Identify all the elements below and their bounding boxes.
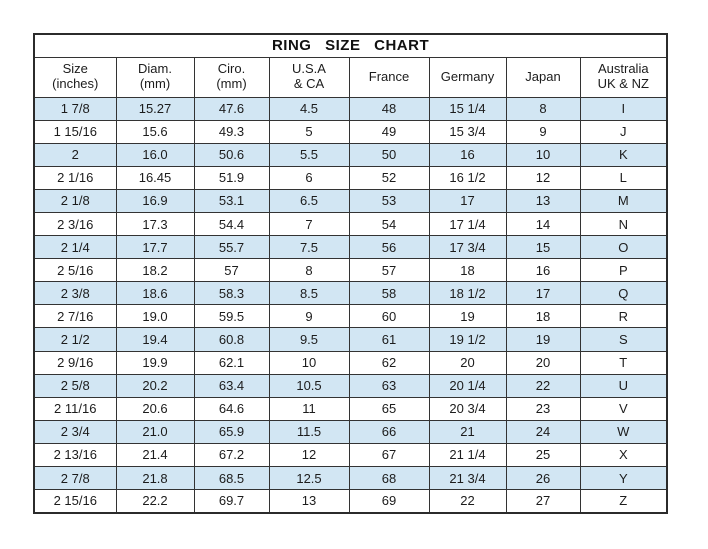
cell-size-inches: 2 7/8	[34, 467, 116, 490]
cell-size-inches: 2 1/4	[34, 236, 116, 259]
cell-circumference-mm: 50.6	[194, 143, 269, 166]
cell-germany: 20 3/4	[429, 397, 506, 420]
cell-size-inches: 2 3/8	[34, 282, 116, 305]
cell-usa-ca: 6	[269, 166, 349, 189]
cell-size-inches: 2 7/16	[34, 305, 116, 328]
cell-usa-ca: 13	[269, 490, 349, 513]
cell-germany: 21 1/4	[429, 443, 506, 466]
cell-germany: 18	[429, 259, 506, 282]
cell-japan: 10	[506, 143, 580, 166]
cell-size-inches: 2 5/16	[34, 259, 116, 282]
column-header-germany-line1: Germany	[440, 68, 495, 84]
cell-france: 65	[349, 397, 429, 420]
cell-size-inches: 2 9/16	[34, 351, 116, 374]
column-header-diameter-line2: (mm)	[139, 76, 171, 91]
cell-size-inches: 2 1/8	[34, 189, 116, 212]
cell-diameter-mm: 20.6	[116, 397, 194, 420]
cell-australia-uk-nz: K	[580, 143, 667, 166]
cell-france: 49	[349, 120, 429, 143]
cell-france: 63	[349, 374, 429, 397]
column-header-japan-line1: Japan	[525, 68, 561, 84]
cell-australia-uk-nz: M	[580, 189, 667, 212]
cell-germany: 19 1/2	[429, 328, 506, 351]
cell-france: 50	[349, 143, 429, 166]
cell-diameter-mm: 21.0	[116, 420, 194, 443]
cell-japan: 15	[506, 236, 580, 259]
cell-size-inches: 2 11/16	[34, 397, 116, 420]
column-header-diameter	[116, 57, 194, 97]
cell-diameter-mm: 18.2	[116, 259, 194, 282]
cell-size-inches: 2 5/8	[34, 374, 116, 397]
cell-circumference-mm: 47.6	[194, 97, 269, 120]
cell-france: 66	[349, 420, 429, 443]
cell-germany: 15 1/4	[429, 97, 506, 120]
cell-australia-uk-nz: R	[580, 305, 667, 328]
table-row	[34, 189, 667, 212]
table-row	[34, 143, 667, 166]
cell-diameter-mm: 16.9	[116, 189, 194, 212]
cell-diameter-mm: 17.7	[116, 236, 194, 259]
cell-circumference-mm: 64.6	[194, 397, 269, 420]
cell-germany: 17 3/4	[429, 236, 506, 259]
cell-usa-ca: 11	[269, 397, 349, 420]
table-row	[34, 397, 667, 420]
table-row	[34, 259, 667, 282]
ring-size-chart-table	[33, 33, 668, 514]
cell-japan: 23	[506, 397, 580, 420]
cell-germany: 15 3/4	[429, 120, 506, 143]
column-header-france-line1: France	[368, 68, 410, 84]
cell-diameter-mm: 15.6	[116, 120, 194, 143]
cell-france: 60	[349, 305, 429, 328]
table-row	[34, 351, 667, 374]
cell-japan: 18	[506, 305, 580, 328]
cell-usa-ca: 12	[269, 443, 349, 466]
cell-france: 62	[349, 351, 429, 374]
table-row	[34, 97, 667, 120]
cell-australia-uk-nz: Z	[580, 490, 667, 513]
cell-france: 57	[349, 259, 429, 282]
column-header-size	[34, 57, 116, 97]
cell-circumference-mm: 57	[194, 259, 269, 282]
cell-diameter-mm: 16.0	[116, 143, 194, 166]
column-header-usa-ca	[269, 57, 349, 97]
column-header-usa-ca-line2: & CA	[293, 76, 325, 91]
cell-japan: 9	[506, 120, 580, 143]
cell-germany: 16 1/2	[429, 166, 506, 189]
cell-circumference-mm: 60.8	[194, 328, 269, 351]
cell-france: 61	[349, 328, 429, 351]
cell-france: 58	[349, 282, 429, 305]
cell-diameter-mm: 21.4	[116, 443, 194, 466]
cell-diameter-mm: 19.9	[116, 351, 194, 374]
cell-australia-uk-nz: J	[580, 120, 667, 143]
cell-circumference-mm: 51.9	[194, 166, 269, 189]
cell-circumference-mm: 54.4	[194, 212, 269, 235]
cell-usa-ca: 8.5	[269, 282, 349, 305]
table-row	[34, 467, 667, 490]
cell-germany: 21	[429, 420, 506, 443]
column-header-france	[349, 57, 429, 97]
cell-japan: 20	[506, 351, 580, 374]
cell-france: 52	[349, 166, 429, 189]
column-header-australia-uk-nz	[580, 57, 667, 97]
cell-japan: 12	[506, 166, 580, 189]
cell-france: 68	[349, 467, 429, 490]
cell-germany: 20	[429, 351, 506, 374]
cell-circumference-mm: 58.3	[194, 282, 269, 305]
cell-australia-uk-nz: O	[580, 236, 667, 259]
cell-japan: 27	[506, 490, 580, 513]
table-row	[34, 236, 667, 259]
cell-australia-uk-nz: S	[580, 328, 667, 351]
cell-usa-ca: 10	[269, 351, 349, 374]
cell-diameter-mm: 18.6	[116, 282, 194, 305]
column-header-australia-uk-nz-line2: UK & NZ	[597, 76, 649, 91]
cell-circumference-mm: 63.4	[194, 374, 269, 397]
column-header-australia-uk-nz-line1: Australia	[597, 61, 649, 77]
cell-france: 53	[349, 189, 429, 212]
cell-japan: 22	[506, 374, 580, 397]
cell-diameter-mm: 22.2	[116, 490, 194, 513]
table-row	[34, 420, 667, 443]
ring-size-chart	[33, 33, 668, 514]
cell-circumference-mm: 65.9	[194, 420, 269, 443]
cell-usa-ca: 7.5	[269, 236, 349, 259]
cell-size-inches: 2 1/2	[34, 328, 116, 351]
cell-size-inches: 2 3/16	[34, 212, 116, 235]
table-row	[34, 490, 667, 513]
cell-size-inches: 1 7/8	[34, 97, 116, 120]
chart-title: RING SIZE CHART	[34, 34, 667, 57]
cell-australia-uk-nz: X	[580, 443, 667, 466]
column-header-size-line2: (inches)	[52, 76, 99, 91]
cell-size-inches: 2 13/16	[34, 443, 116, 466]
table-row	[34, 212, 667, 235]
table-row	[34, 166, 667, 189]
column-header-diameter-line1: Diam.	[138, 61, 172, 77]
cell-size-inches: 2 3/4	[34, 420, 116, 443]
cell-japan: 25	[506, 443, 580, 466]
cell-circumference-mm: 68.5	[194, 467, 269, 490]
cell-australia-uk-nz: V	[580, 397, 667, 420]
cell-australia-uk-nz: I	[580, 97, 667, 120]
cell-japan: 14	[506, 212, 580, 235]
cell-japan: 13	[506, 189, 580, 212]
cell-germany: 18 1/2	[429, 282, 506, 305]
cell-circumference-mm: 67.2	[194, 443, 269, 466]
cell-usa-ca: 4.5	[269, 97, 349, 120]
cell-usa-ca: 10.5	[269, 374, 349, 397]
cell-diameter-mm: 20.2	[116, 374, 194, 397]
cell-germany: 17	[429, 189, 506, 212]
cell-size-inches: 2 15/16	[34, 490, 116, 513]
cell-france: 48	[349, 97, 429, 120]
column-header-row	[34, 57, 667, 97]
table-row	[34, 443, 667, 466]
cell-australia-uk-nz: N	[580, 212, 667, 235]
table-row	[34, 305, 667, 328]
cell-diameter-mm: 15.27	[116, 97, 194, 120]
column-header-circumference	[194, 57, 269, 97]
table-row	[34, 120, 667, 143]
cell-usa-ca: 9.5	[269, 328, 349, 351]
cell-france: 67	[349, 443, 429, 466]
cell-usa-ca: 5	[269, 120, 349, 143]
cell-australia-uk-nz: Y	[580, 467, 667, 490]
cell-diameter-mm: 17.3	[116, 212, 194, 235]
cell-germany: 21 3/4	[429, 467, 506, 490]
table-row	[34, 374, 667, 397]
cell-japan: 16	[506, 259, 580, 282]
column-header-size-line1: Size	[62, 61, 88, 77]
column-header-circumference-line2: (mm)	[216, 76, 247, 91]
cell-size-inches: 2 1/16	[34, 166, 116, 189]
cell-diameter-mm: 19.0	[116, 305, 194, 328]
cell-australia-uk-nz: T	[580, 351, 667, 374]
table-row	[34, 282, 667, 305]
cell-usa-ca: 12.5	[269, 467, 349, 490]
cell-australia-uk-nz: L	[580, 166, 667, 189]
cell-circumference-mm: 69.7	[194, 490, 269, 513]
cell-circumference-mm: 55.7	[194, 236, 269, 259]
cell-germany: 16	[429, 143, 506, 166]
cell-diameter-mm: 21.8	[116, 467, 194, 490]
cell-australia-uk-nz: W	[580, 420, 667, 443]
table-row	[34, 328, 667, 351]
table-body	[34, 97, 667, 513]
cell-diameter-mm: 16.45	[116, 166, 194, 189]
cell-japan: 19	[506, 328, 580, 351]
cell-circumference-mm: 59.5	[194, 305, 269, 328]
cell-usa-ca: 11.5	[269, 420, 349, 443]
cell-australia-uk-nz: Q	[580, 282, 667, 305]
cell-size-inches: 1 15/16	[34, 120, 116, 143]
cell-japan: 8	[506, 97, 580, 120]
cell-germany: 19	[429, 305, 506, 328]
cell-germany: 20 1/4	[429, 374, 506, 397]
cell-usa-ca: 5.5	[269, 143, 349, 166]
cell-germany: 22	[429, 490, 506, 513]
cell-circumference-mm: 53.1	[194, 189, 269, 212]
column-header-germany	[429, 57, 506, 97]
cell-japan: 17	[506, 282, 580, 305]
cell-japan: 26	[506, 467, 580, 490]
cell-usa-ca: 8	[269, 259, 349, 282]
cell-size-inches: 2	[34, 143, 116, 166]
cell-diameter-mm: 19.4	[116, 328, 194, 351]
cell-circumference-mm: 49.3	[194, 120, 269, 143]
cell-australia-uk-nz: U	[580, 374, 667, 397]
column-header-japan	[506, 57, 580, 97]
column-header-circumference-line1: Ciro.	[217, 61, 246, 77]
cell-france: 56	[349, 236, 429, 259]
cell-circumference-mm: 62.1	[194, 351, 269, 374]
cell-usa-ca: 7	[269, 212, 349, 235]
chart-title-row	[34, 34, 667, 57]
column-header-usa-ca-line1: U.S.A	[292, 61, 326, 77]
cell-japan: 24	[506, 420, 580, 443]
cell-australia-uk-nz: P	[580, 259, 667, 282]
cell-germany: 17 1/4	[429, 212, 506, 235]
cell-usa-ca: 6.5	[269, 189, 349, 212]
cell-usa-ca: 9	[269, 305, 349, 328]
cell-france: 69	[349, 490, 429, 513]
cell-france: 54	[349, 212, 429, 235]
